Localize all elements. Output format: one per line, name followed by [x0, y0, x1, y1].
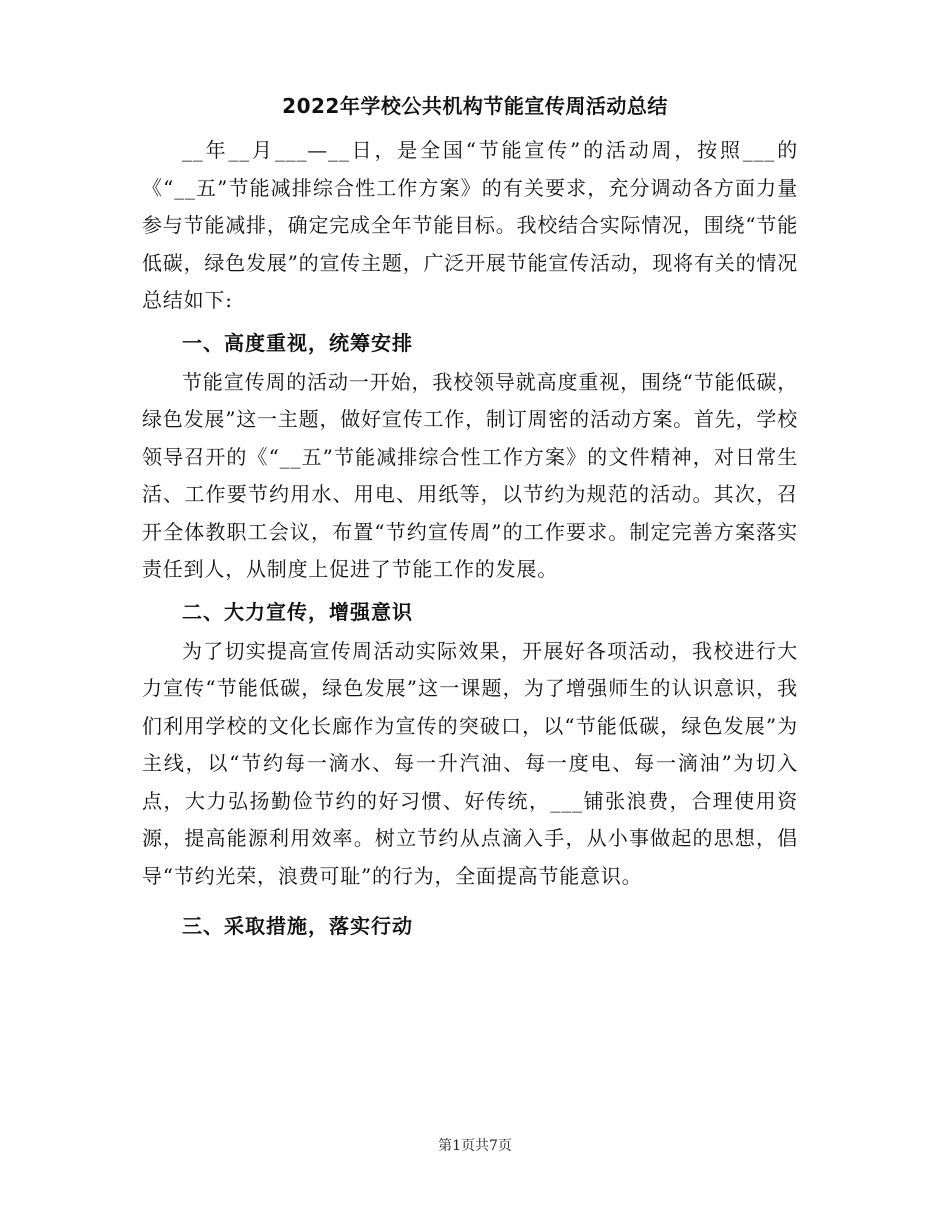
document-title: 2022年学校公共机构节能宣传周活动总结 — [282, 94, 668, 118]
section-heading-3: 三、采取措施，落实行动 — [182, 914, 413, 938]
document-body — [142, 132, 798, 947]
section-paragraph-1: 节能宣传周的活动一开始，我校领导就高度重视，围绕“节能低碳，绿色发展”这一主题，做好宣传工作，制订周密的活动方案。首先，学校领导召开的《“__五”节能减排综合性工作方案》的文件精神，对日常生活、工作要节约用水、用电、用纸等，以节约为规范的活动。其次，召开全体教职工会议，布置“节约宣传周”的工作要求。制定完善方案落实责任到人，从制度上促进了节能工作的发展。 — [142, 369, 798, 581]
page-number: 第1页共7页 — [438, 1138, 512, 1154]
section-heading-1: 一、高度重视，统筹安排 — [182, 330, 413, 355]
intro-paragraph: __年__月___—__日，是全国“节能宣传”的活动周，按照___的《“__五”节能减排综合性工作方案》的有关要求，充分调动各方面力量参与节能减排，确定完成全年节能目标。我校结合实际情况，围绕“节能低碳，绿色发展”的宣传主题，广泛开展节能宣传活动，现将有关的情况总结如下: — [142, 138, 798, 312]
section-paragraph-2: 为了切实提高宣传周活动实际效果，开展好各项活动，我校进行大力宣传“节能低碳，绿色发展”这一课题，为了增强师生的认识意识，我们利用学校的文化长廊作为宣传的突破口，以“节能低碳，绿色发展”为主线，以“节约每一滴水、每一升汽油、每一度电、每一滴油”为切入点，大力弘扬勤俭节约的好习惯、好传统，___铺张浪费，合理使用资源，提高能源利用效率。树立节约从点滴入手，从小事做起的思想，倡导“节约光荣，浪费可耻”的行为，全面提高节能意识。 — [142, 638, 798, 888]
section-heading-2: 二、大力宣传，增强意识 — [182, 599, 413, 624]
